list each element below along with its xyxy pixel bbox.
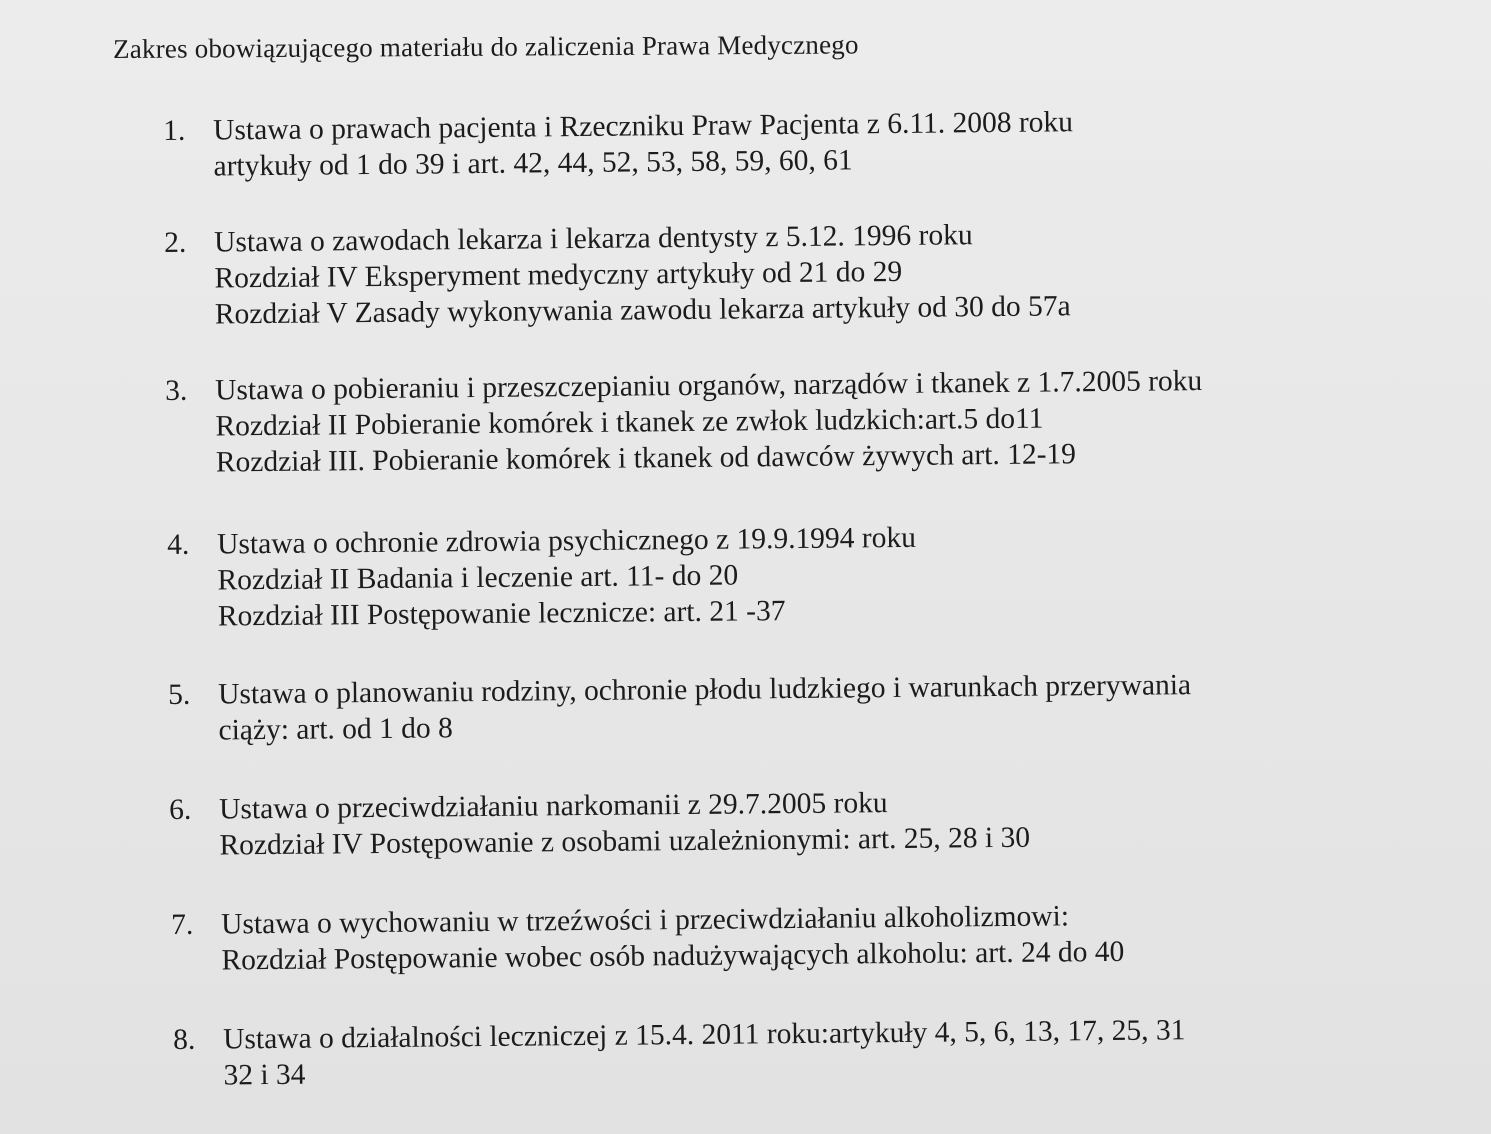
item-number: 7. [171,908,194,941]
item-line: Rozdział II Badania i leczenie art. 11- do 20 [217,559,739,597]
item-number: 3. [165,374,188,407]
item-line: Ustawa o planowaniu rodziny, ochronie płodu ludzkiego i warunkach przerywania [218,669,1192,711]
item-line: Ustawa o przeciwdziałaniu narkomanii z 29.7.2005 roku [219,787,888,826]
item-line: Rozdział IV Eksperyment medyczny artykuły od 21 do 29 [214,255,903,295]
item-line: Rozdział Postępowanie wobec osób nadużywających alkoholu: art. 24 do 40 [221,935,1125,977]
item-number: 2. [164,226,187,259]
item-number: 4. [167,528,190,561]
item-line: ciąży: art. od 1 do 8 [218,712,453,747]
item-number: 5. [168,678,191,711]
item-line: Ustawa o prawach pacjenta i Rzeczniku Praw Pacjenta z 6.11. 2008 roku [213,106,1074,147]
item-line: Rozdział II Pobieranie komórek i tkanek ze zwłok ludzkich:art.5 do11 [215,402,1044,443]
item-line: Ustawa o działalności leczniczej z 15.4. 2011 roku:artykuły 4, 5, 6, 13, 17, 25, 31 [223,1014,1186,1056]
document-title: Zakres obowiązującego materiału do zaliczenia Prawa Medycznego [113,29,859,64]
item-number: 6. [169,793,192,826]
item-line: 32 i 34 [223,1058,306,1092]
item-line: Rozdział V Zasady wykonywania zawodu lekarza artykuły od 30 do 57a [214,290,1071,331]
item-line: Ustawa o pobieraniu i przeszczepianiu organów, narządów i tkanek z 1.7.2005 roku [215,365,1203,407]
item-number: 1. [163,114,186,147]
item-line: Rozdział IV Postępowanie z osobami uzależnionymi: art. 25, 28 i 30 [219,821,1031,862]
item-number: 8. [173,1023,196,1056]
item-line: Ustawa o zawodach lekarza i lekarza dentysty z 5.12. 1996 roku [214,219,973,259]
item-line: artykuły od 1 do 39 i art. 42, 44, 52, 53, 58, 59, 60, 61 [213,144,853,183]
item-line: Ustawa o ochronie zdrowia psychicznego z 19.9.1994 roku [217,521,917,561]
item-line: Rozdział III. Pobieranie komórek i tkanek od dawców żywych art. 12-19 [215,438,1077,479]
item-line: Rozdział III Postępowanie lecznicze: art. 21 -37 [217,595,786,633]
item-line: Ustawa o wychowaniu w trzeźwości i przeciwdziałaniu alkoholizmowi: [221,900,1070,941]
